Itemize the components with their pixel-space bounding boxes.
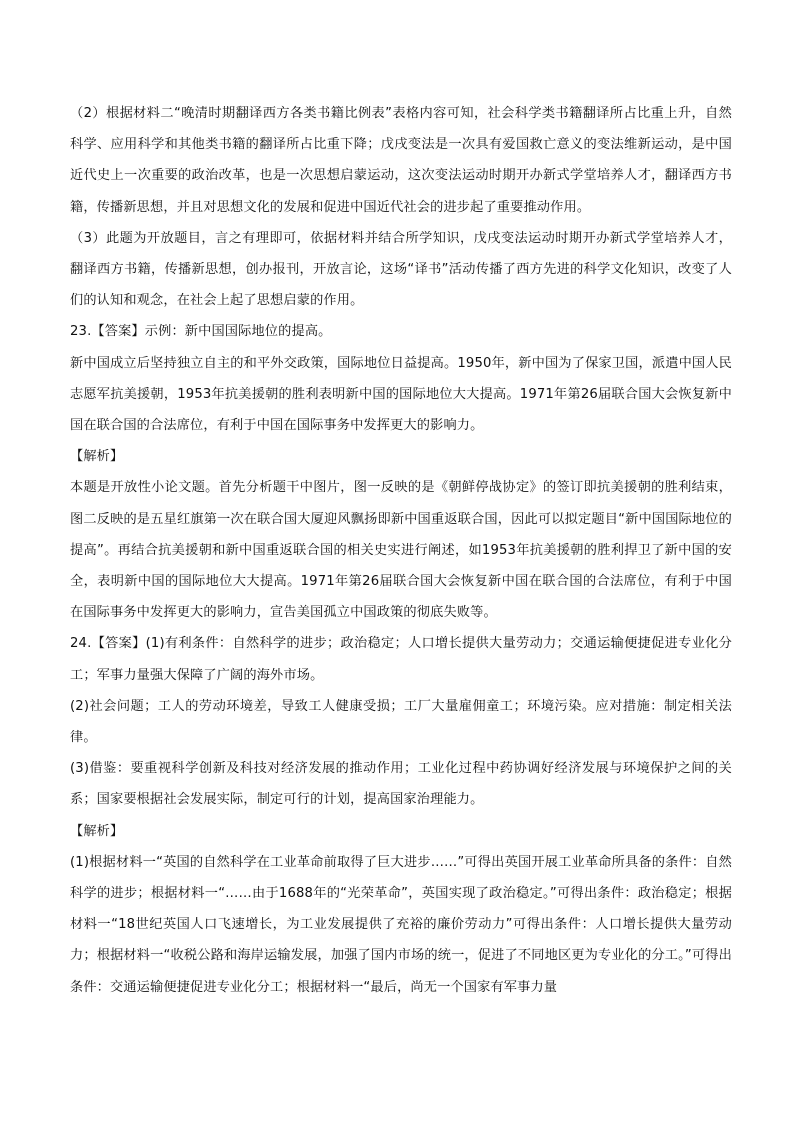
paragraph-question-22-part-2: （2）根据材料二“晚清时期翻译西方各类书籍比例表”表格内容可知，社会科学类书籍翻译所占比重上升，自然科学、应用科学和其他类书籍的翻译所占比重下降；戊戌变法是一次具有爱国救亡意义的变法维新运动，是中国近代史上一次重要的政治改革，也是一次思想启蒙运动，这次变法运动时期开办新式学堂培养人才，翻译西方书籍，传播新思想，并且对思想文化的发展和促进中国近代社会的进步起了重要推动作用。 — [70, 106, 732, 215]
paragraph-question-24-answer-3: (3)借鉴：要重视科学创新及科技对经济发展的推动作用；工业化过程中药协调好经济发展与环境保护之间的关系；国家要根据社会发展实际，制定可行的计划，提高国家治理能力。 — [70, 761, 732, 808]
paragraph-question-22-part-3: （3）此题为开放题目，言之有理即可，依据材料并结合所学知识，戊戌变法运动时期开办新式学堂培养人才，翻译西方书籍，传播新思想，创办报刊，开放言论，这场“译书”活动传播了西方先进的科学文化知识，改变了人们的认知和观念，在社会上起了思想启蒙的作用。 — [70, 230, 732, 309]
analysis-heading-23: 【解析】 — [70, 449, 124, 465]
analysis-heading-24: 【解析】 — [70, 823, 124, 839]
document-body — [70, 98, 732, 1003]
paragraph-question-24-answer-1: 24.【答案】(1)有利条件：自然科学的进步；政治稳定；人口增长提供大量劳动力；交通运输便捷促进专业化分工；军事力量强大保障了广阔的海外市场。 — [70, 636, 732, 683]
paragraph-question-24-analysis: (1)根据材料一“英国的自然科学在工业革命前取得了巨大进步……”可得出英国开展工业革命所具备的条件：自然科学的进步；根据材料一“……由于1688年的“光荣革命”，英国实现了政治稳定。”可得出条件：政治稳定；根据材料一“18世纪英国人口飞速增长，为工业发展提供了充裕的廉价劳动力”可得出条件：人口增长提供大量劳动力；根据材料一“收税公路和海岸运输发展，加强了国内市场的统一，促进了不同地区更为专业化的分工。”可得出条件：交通运输便捷促进专业化分工；根据材料一“最后，尚无一个国家有军事力量 — [70, 854, 732, 995]
paragraph-question-24-answer-2: (2)社会问题；工人的劳动环境差，导致工人健康受损；工厂大量雇佣童工；环境污染。应对措施：制定相关法律。 — [70, 698, 732, 746]
paragraph-question-23-answer: 23.【答案】示例：新中国国际地位的提高。 — [70, 324, 332, 340]
paragraph-question-23-analysis: 本题是开放性小论文题。首先分析题干中图片，图一反映的是《朝鲜停战协定》的签订即抗美援朝的胜利结束，图二反映的是五星红旗第一次在联合国大厦迎风飘扬即新中国重返联合国，因此可以拟定题目“新中国国际地位的提高”。再结合抗美援朝和新中国重返联合国的相关史实进行阐述，如1953年抗美援朝的胜利捍卫了新中国的安全，表明新中国的国际地位大大提高。1971年第26届联合国大会恢复新中国在联合国的合法席位，有利于中国在国际事务中发挥更大的影响力，宣告美国孤立中国政策的彻底失败等。 — [70, 480, 732, 621]
paragraph-question-23-answer-detail: 新中国成立后坚持独立自主的和平外交政策，国际地位日益提高。1950年，新中国为了保家卫国，派遣中国人民志愿军抗美援朝，1953年抗美援朝的胜利表明新中国的国际地位大大提高。1971年第26届联合国大会恢复新中国在联合国的合法席位，有利于中国在国际事务中发挥更大的影响力。 — [70, 355, 732, 434]
